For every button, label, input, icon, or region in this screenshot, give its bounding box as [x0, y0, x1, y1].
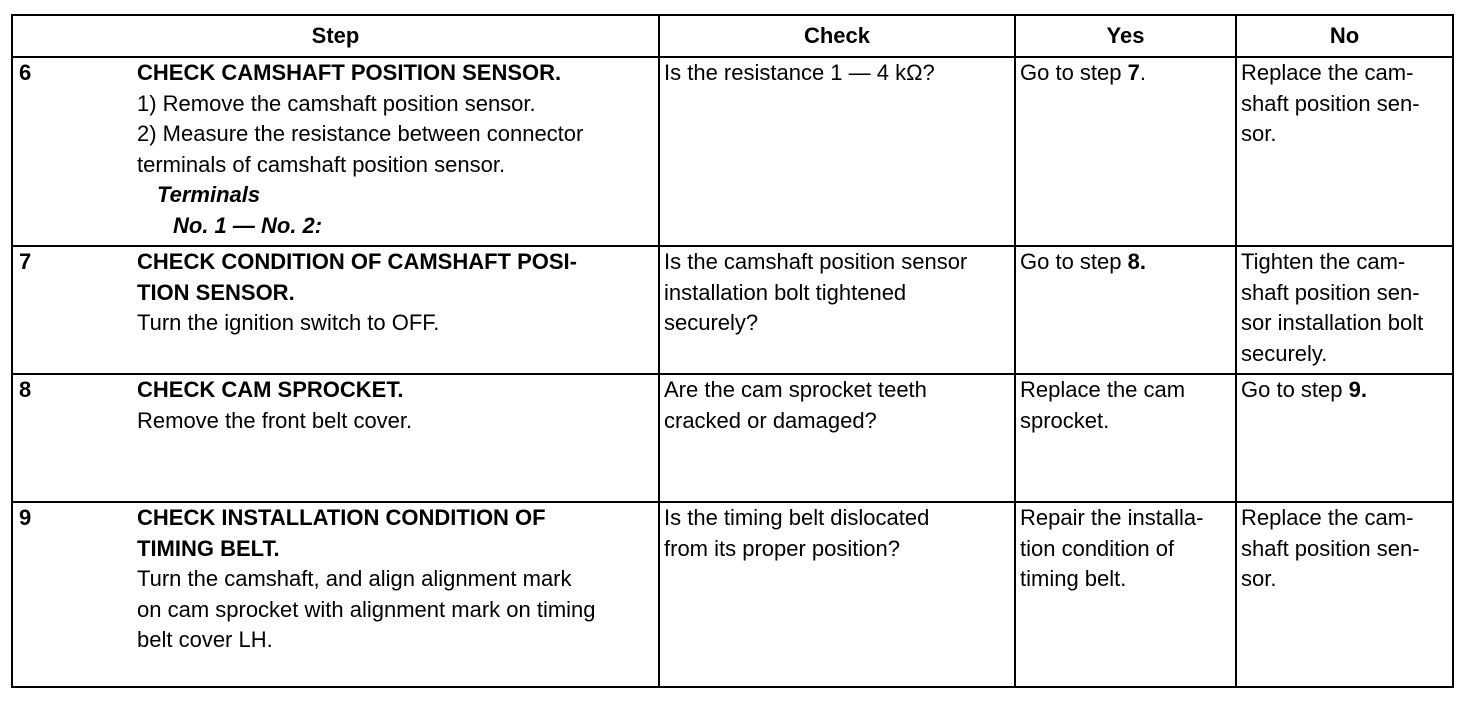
table-row-step-6	[13, 57, 1452, 246]
table-row-step-8	[13, 374, 1452, 502]
step-number: 9	[13, 502, 137, 686]
step-instruction: belt cover LH.	[137, 627, 273, 652]
no-text: sor.	[1241, 121, 1277, 146]
no-text: Tighten the cam-	[1241, 249, 1406, 274]
step-instruction: on cam sprocket with alignment mark on timing	[137, 596, 596, 622]
no-text: shaft position sen-	[1241, 279, 1420, 305]
check-text: Are the cam sprocket teeth	[664, 377, 927, 402]
yes-cell	[1015, 246, 1236, 374]
check-text: securely?	[664, 310, 759, 335]
header-yes: Yes	[1015, 16, 1236, 57]
no-text: Replace the cam-	[1241, 60, 1414, 85]
no-prefix: Go to step	[1241, 377, 1349, 402]
check-cell	[659, 502, 1015, 686]
no-text	[1241, 375, 1448, 406]
no-text: securely.	[1241, 340, 1328, 366]
table-row-step-7	[13, 246, 1452, 374]
yes-text	[1020, 58, 1231, 89]
step-ref: 7	[1127, 60, 1140, 85]
step-title: TIMING BELT.	[137, 535, 280, 561]
no-text: shaft position sen-	[1241, 535, 1420, 561]
yes-cell	[1015, 502, 1236, 686]
header-check: Check	[659, 16, 1015, 57]
diagnostic-procedure-table	[13, 16, 1452, 686]
step-ref: 8.	[1127, 249, 1146, 274]
step-number: 7	[13, 246, 137, 374]
no-cell	[1236, 246, 1452, 374]
no-text: shaft position sen-	[1241, 90, 1420, 116]
yes-text: Replace the cam	[1020, 377, 1186, 402]
yes-text: Repair the installa-	[1020, 505, 1204, 530]
yes-prefix: Go to step	[1020, 60, 1128, 85]
step-instruction: 2) Measure the resistance between connector	[137, 121, 584, 146]
step-ref: 9.	[1348, 377, 1367, 402]
no-text: sor.	[1241, 566, 1277, 591]
no-cell	[1236, 374, 1452, 502]
yes-text: tion condition of	[1020, 535, 1175, 561]
yes-text: timing belt.	[1020, 566, 1127, 591]
check-text: installation bolt tightened	[664, 279, 907, 305]
check-text: Is the resistance 1 — 4 kΩ?	[664, 60, 935, 85]
step-title: CHECK INSTALLATION CONDITION OF	[137, 505, 546, 530]
yes-text: sprocket.	[1020, 407, 1110, 433]
terminals-value: No. 1 — No. 2:	[173, 212, 323, 238]
check-text: Is the timing belt dislocated	[664, 505, 930, 530]
check-cell	[659, 57, 1015, 246]
step-instruction: Remove the front belt cover.	[137, 407, 413, 433]
yes-text	[1020, 247, 1231, 278]
yes-cell	[1015, 374, 1236, 502]
step-instruction: 1) Remove the camshaft position sensor.	[137, 90, 536, 116]
step-cell	[137, 246, 659, 374]
yes-tail: .	[1139, 60, 1146, 85]
terminals-label: Terminals	[157, 182, 261, 207]
step-number: 6	[13, 57, 137, 246]
step-title: TION SENSOR.	[137, 279, 295, 305]
step-instruction: Turn the camshaft, and align alignment mark	[137, 566, 572, 591]
step-number: 8	[13, 374, 137, 502]
no-cell	[1236, 502, 1452, 686]
header-row	[13, 16, 1452, 57]
header-no: No	[1236, 16, 1452, 57]
check-cell	[659, 246, 1015, 374]
no-text: Replace the cam-	[1241, 505, 1414, 530]
yes-cell	[1015, 57, 1236, 246]
check-text: Is the camshaft position sensor	[664, 249, 968, 274]
step-title: CHECK CAMSHAFT POSITION SENSOR.	[137, 60, 562, 85]
step-cell	[137, 57, 659, 246]
step-instruction: Turn the ignition switch to OFF.	[137, 310, 440, 335]
no-text: sor installation bolt	[1241, 310, 1424, 335]
step-instruction: terminals of camshaft position sensor.	[137, 151, 506, 177]
check-cell	[659, 374, 1015, 502]
check-text: from its proper position?	[664, 535, 900, 561]
step-title: CHECK CAM SPROCKET.	[137, 377, 404, 402]
header-step: Step	[13, 16, 659, 57]
step-cell	[137, 374, 659, 502]
diagnostic-table	[11, 14, 1454, 688]
step-cell	[137, 502, 659, 686]
yes-prefix: Go to step	[1020, 249, 1128, 274]
step-title: CHECK CONDITION OF CAMSHAFT POSI-	[137, 249, 577, 274]
check-text: cracked or damaged?	[664, 407, 877, 433]
no-cell	[1236, 57, 1452, 246]
table-row-step-9	[13, 502, 1452, 686]
